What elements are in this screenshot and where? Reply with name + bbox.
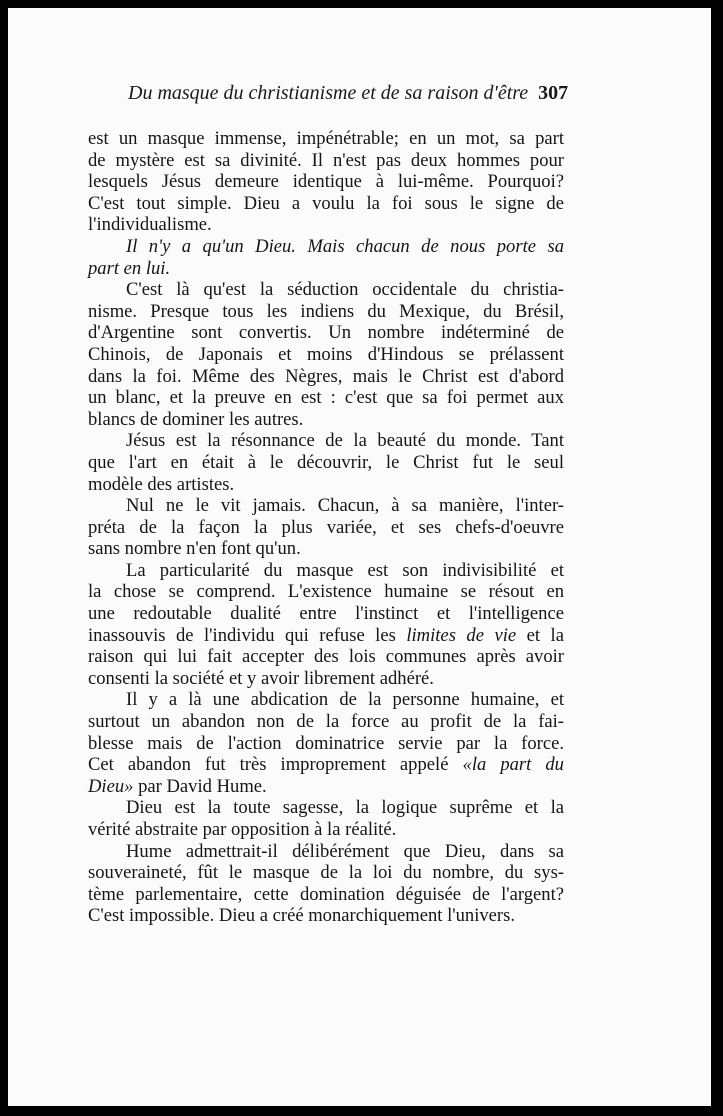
text-line xyxy=(88,754,564,776)
text-line: surtout un abandon non de la force au profit de la fai- xyxy=(88,711,564,733)
text-line: nisme. Presque tous les indiens du Mexique, du Brésil, xyxy=(88,300,564,322)
italic-text: part en lui. xyxy=(88,257,171,279)
text-line: consenti la société et y avoir librement adhéré. xyxy=(88,667,434,689)
text-line: dans la foi. Même des Nègres, mais le Christ est d'abord xyxy=(88,365,564,387)
text-segment: et la xyxy=(526,624,564,646)
page-number: 307 xyxy=(538,82,569,104)
text-line: la chose se comprend. L'existence humaine se résout en xyxy=(88,581,564,603)
text-line: une redoutable dualité entre l'instinct et l'intelligence xyxy=(88,603,564,625)
text-line: l'individualisme. xyxy=(88,214,212,236)
body-text xyxy=(88,128,564,927)
text-line xyxy=(88,258,564,280)
text-segment: Cet abandon fut très improprement appelé xyxy=(88,754,449,776)
text-line: tème parlementaire, cette domination déguisée de l'argent? xyxy=(88,883,564,905)
text-line: est un masque immense, impénétrable; en un mot, sa part xyxy=(88,128,564,149)
text-line: souveraineté, fût le masque de la loi du nombre, du sys- xyxy=(88,862,564,884)
text-line: d'Argentine sont convertis. Un nombre indéterminé de xyxy=(88,322,564,344)
text-line xyxy=(88,776,564,798)
italic-text: Dieu» xyxy=(88,775,134,797)
book-page xyxy=(8,8,711,1106)
text-line: préta de la façon la plus variée, et ses chefs-d'oeuvre xyxy=(88,516,564,538)
running-header xyxy=(128,82,568,105)
text-line: C'est tout simple. Dieu a voulu la foi sous le signe de xyxy=(88,192,564,214)
text-segment: inassouvis de l'individu qui refuse les xyxy=(88,624,396,646)
text-line: C'est impossible. Dieu a créé monarchiquement l'univers. xyxy=(88,905,516,927)
text-line: Nul ne le vit jamais. Chacun, à sa manière, l'inter- xyxy=(126,495,564,517)
text-line: raison qui lui fait accepter des lois communes après avoir xyxy=(88,646,564,668)
text-line: Jésus est la résonnance de la beauté du monde. Tant xyxy=(126,430,564,452)
text-line xyxy=(88,625,564,647)
italic-text: «la part du xyxy=(462,754,564,776)
italic-text: limites de vie xyxy=(406,624,517,646)
text-line: Dieu est la toute sagesse, la logique suprême et la xyxy=(126,797,564,819)
text-line: de mystère est sa divinité. Il n'est pas deux hommes pour xyxy=(88,149,564,171)
text-line: un blanc, et la preuve en est : c'est que sa foi permet aux xyxy=(88,387,564,409)
italic-text: Il n'y a qu'un Dieu. Mais chacun de nous porte sa xyxy=(126,235,564,257)
text-line: sans nombre n'en font qu'un. xyxy=(88,538,301,560)
text-line: lesquels Jésus demeure identique à lui-même. Pourquoi? xyxy=(88,171,564,193)
text-line: Chinois, de Japonais et moins d'Hindous se prélassent xyxy=(88,343,564,365)
text-segment: par David Hume. xyxy=(138,775,267,797)
text-line: C'est là qu'est la séduction occidentale du christia- xyxy=(126,279,564,301)
text-line: blancs de dominer les autres. xyxy=(88,408,304,430)
text-line: Il y a là une abdication de la personne humaine, et xyxy=(126,689,564,711)
text-line: modèle des artistes. xyxy=(88,473,235,495)
text-line: Hume admettrait-il délibérément que Dieu, dans sa xyxy=(126,840,564,862)
running-title: Du masque du christianisme et de sa raison d'être xyxy=(128,82,529,104)
text-line: blesse mais de l'action dominatrice servie par la force. xyxy=(88,732,564,754)
text-line xyxy=(88,236,564,258)
text-line: La particularité du masque est son indivisibilité et xyxy=(126,559,564,581)
text-line: vérité abstraite par opposition à la réalité. xyxy=(88,819,397,840)
text-line: que l'art en était à le découvrir, le Christ fut le seul xyxy=(88,451,564,473)
